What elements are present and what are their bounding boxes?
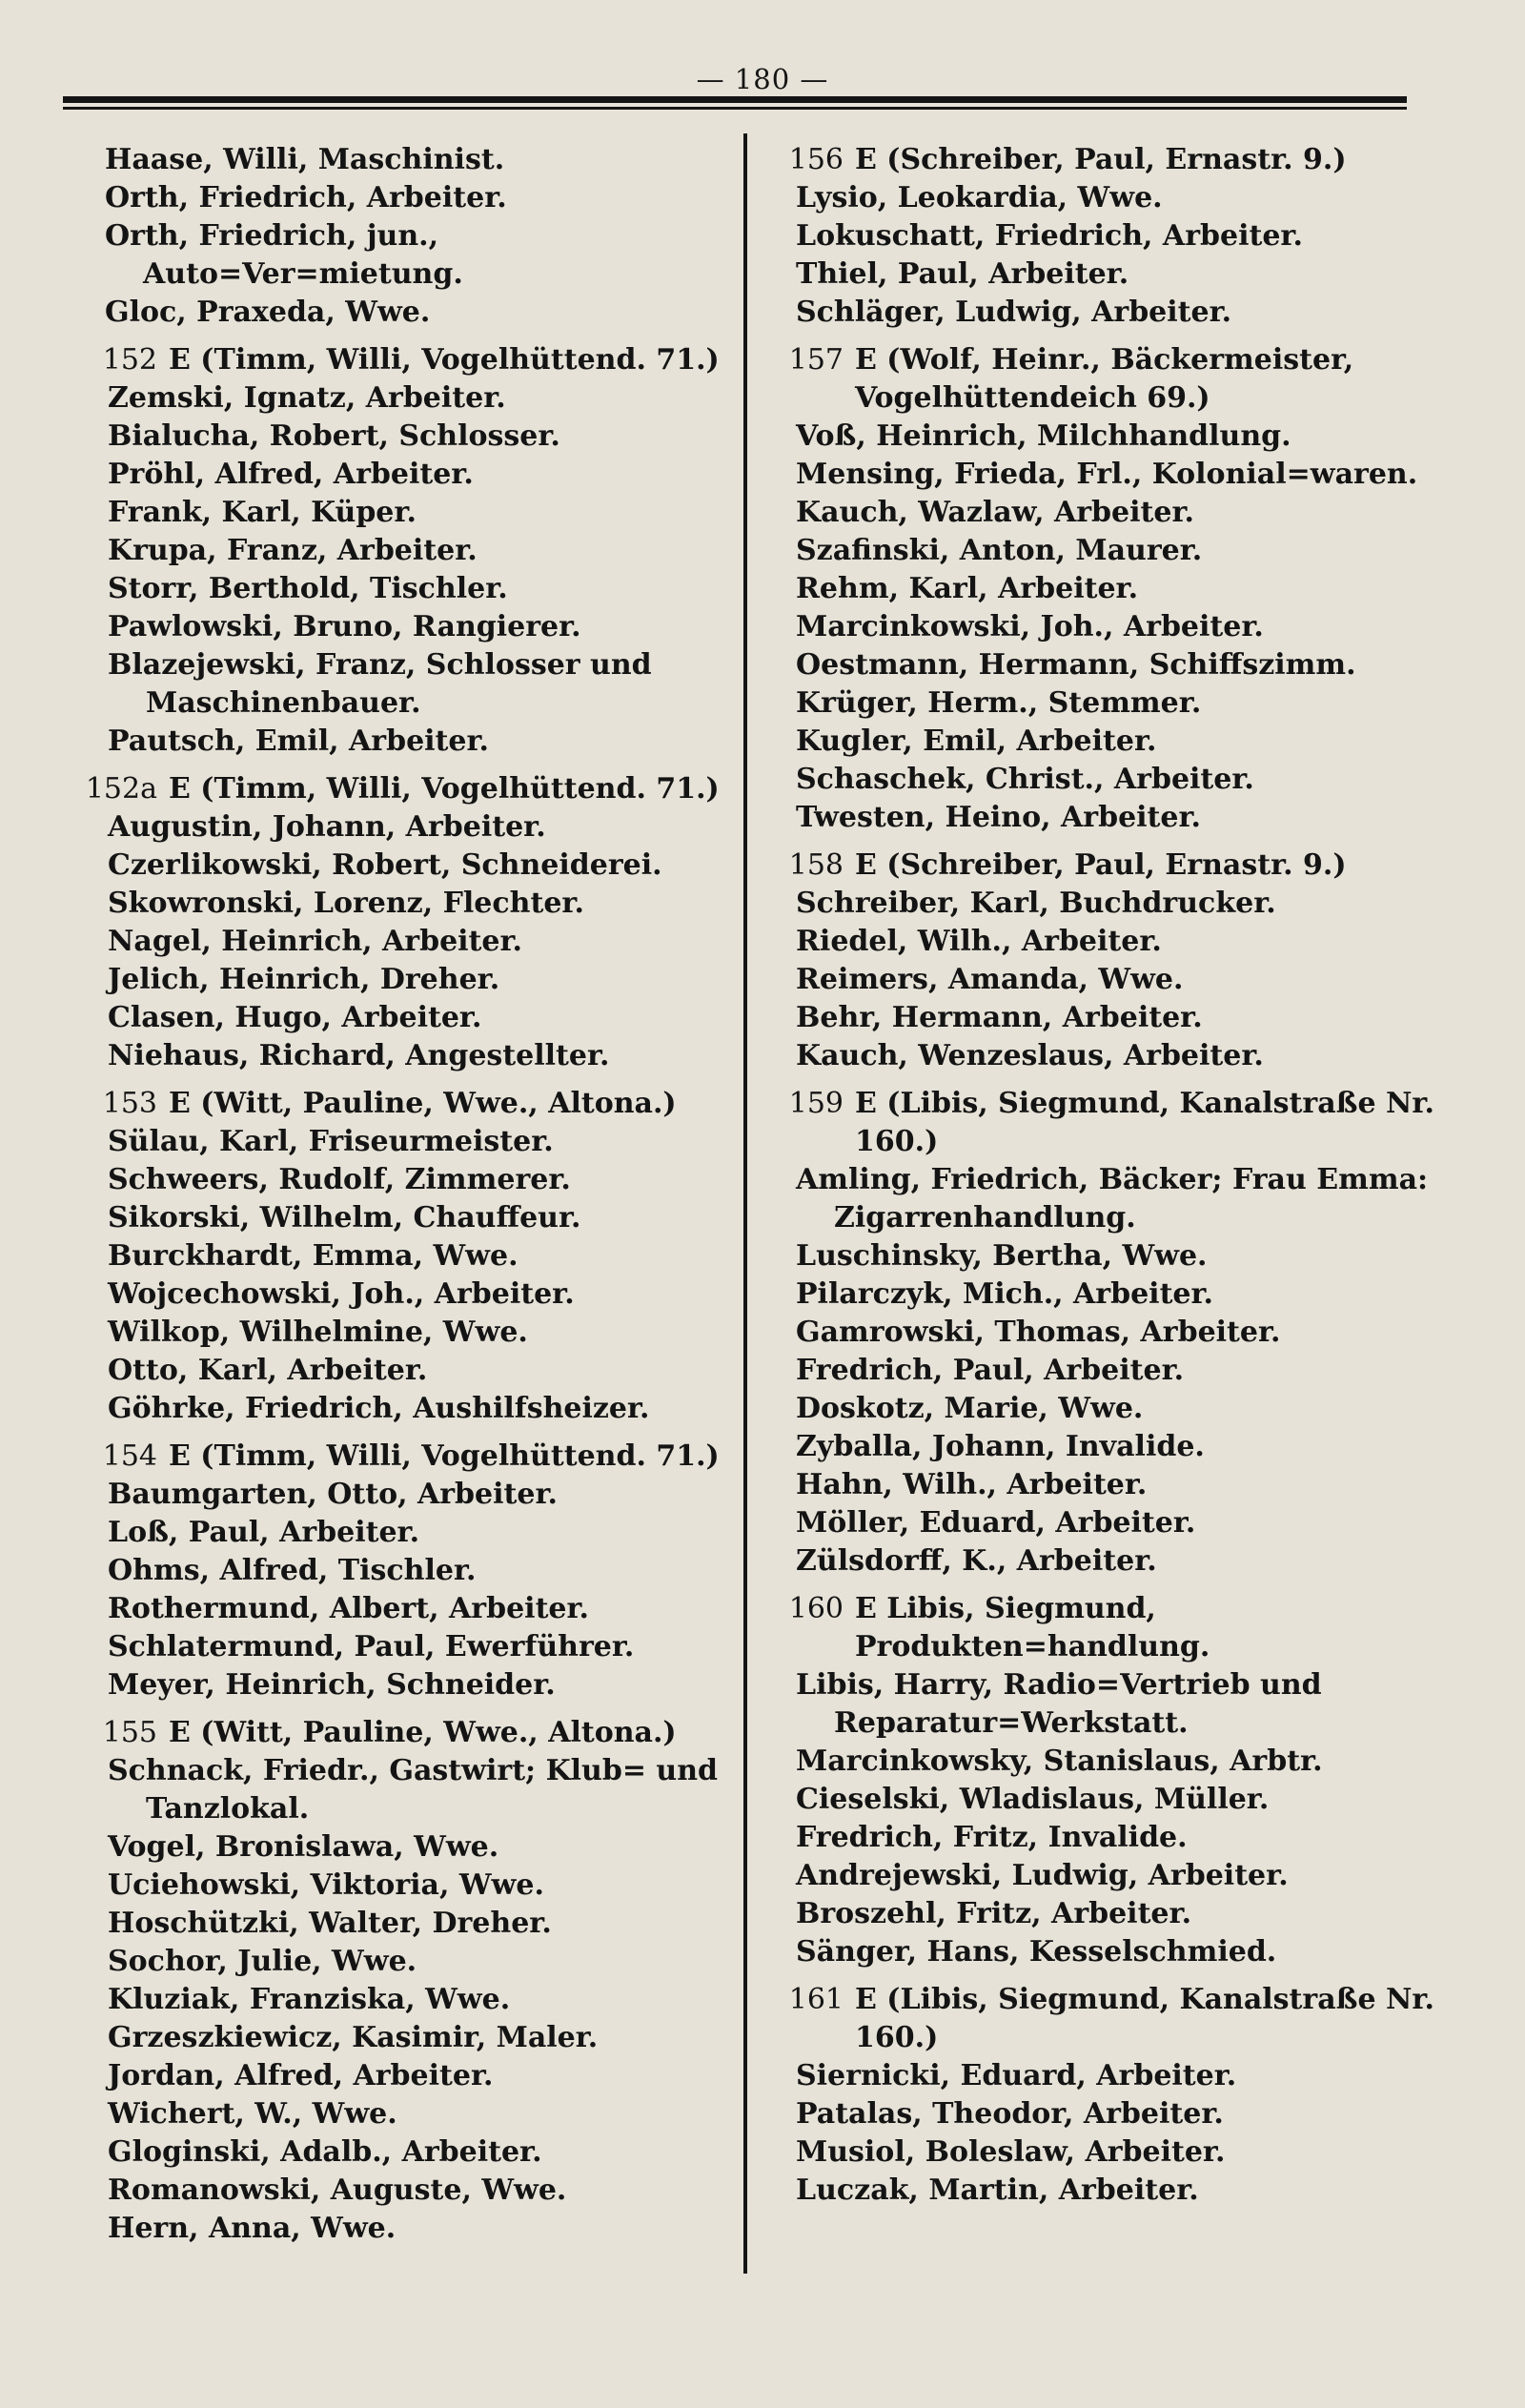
resident-entry: Ohms, Alfred, Tischler. (108, 1554, 477, 1587)
resident-entry: Jordan, Alfred, Arbeiter. (108, 2059, 494, 2092)
house-number: 159 (788, 1087, 844, 1120)
resident-entry: Marcinkowski, Joh., Arbeiter. (796, 610, 1264, 643)
page-number: — 180 — (696, 63, 829, 95)
house-number: 161 (788, 1983, 844, 2016)
resident-entry: Kauch, Wazlaw, Arbeiter. (796, 496, 1194, 529)
resident-entry: Frank, Karl, Küper. (108, 496, 417, 529)
resident-entry: Gloc, Praxeda, Wwe. (105, 296, 431, 329)
house-header (67, 770, 734, 808)
resident-entry: Uciehowski, Viktoria, Wwe. (108, 1868, 544, 1902)
column-divider (743, 133, 747, 2274)
resident-entry: Hoschützki, Walter, Dreher. (108, 1907, 552, 1940)
house-number: 157 (788, 343, 844, 377)
house-entry (67, 1438, 734, 1704)
left-column (67, 141, 734, 2257)
house-entry (67, 1714, 734, 2248)
resident-entry: Sülau, Karl, Friseurmeister. (108, 1125, 554, 1158)
house-owner: E (Witt, Pauline, Wwe., Altona.) (169, 1087, 677, 1120)
resident-entry: Nagel, Heinrich, Arbeiter. (108, 925, 522, 958)
house-header (67, 1714, 734, 1752)
resident-entry: Vogel, Bronislawa, Wwe. (108, 1830, 499, 1864)
house-header (67, 1085, 734, 1123)
resident-entry: Marcinkowsky, Stanislaus, Arbtr. (796, 1745, 1323, 1778)
resident-entry: Krüger, Herm., Stemmer. (796, 686, 1202, 720)
house-header (758, 141, 1482, 179)
resident-entry: Twesten, Heino, Arbeiter. (796, 801, 1201, 834)
house-header (758, 341, 1482, 418)
resident-entry: Zyballa, Johann, Invalide. (796, 1430, 1205, 1463)
resident-entry: Otto, Karl, Arbeiter. (108, 1354, 428, 1387)
house-number: 160 (788, 1592, 844, 1625)
resident-entry: Clasen, Hugo, Arbeiter. (108, 1001, 482, 1034)
house-owner: E (Schreiber, Paul, Ernastr. 9.) (855, 848, 1347, 882)
resident-entry: Zemski, Ignatz, Arbeiter. (108, 381, 506, 415)
resident-entry: Siernicki, Eduard, Arbeiter. (796, 2059, 1237, 2092)
resident-entry: Fredrich, Paul, Arbeiter. (796, 1354, 1185, 1387)
resident-entry: Rothermund, Albert, Arbeiter. (108, 1592, 590, 1625)
resident-entry: Riedel, Wilh., Arbeiter. (796, 925, 1162, 958)
house-entry (758, 1590, 1482, 1971)
house-owner: E (Libis, Siegmund, Kanalstraße Nr. 160.) (855, 1087, 1434, 1158)
resident-entry: Kluziak, Franziska, Wwe. (108, 1983, 511, 2016)
house-number: 155 (102, 1716, 157, 1749)
resident-entry: Hahn, Wilh., Arbeiter. (796, 1468, 1148, 1501)
resident-entry: Schläger, Ludwig, Arbeiter. (796, 296, 1232, 329)
resident-entry: Fredrich, Fritz, Invalide. (796, 1821, 1188, 1854)
house-owner: E (Schreiber, Paul, Ernastr. 9.) (855, 143, 1347, 176)
resident-entry: Haase, Willi, Maschinist. (105, 143, 505, 176)
resident-entry: Zülsdorff, K., Arbeiter. (796, 1544, 1157, 1578)
resident-entry: Oestmann, Hermann, Schiffszimm. (796, 648, 1356, 682)
resident-entry: Sochor, Julie, Wwe. (108, 1945, 417, 1978)
resident-entry: Cieselski, Wladislaus, Müller. (796, 1783, 1270, 1816)
resident-entry: Broszehl, Fritz, Arbeiter. (796, 1897, 1192, 1930)
house-owner: E (Timm, Willi, Vogelhüttend. 71.) (169, 1439, 720, 1473)
resident-entry: Pilarczyk, Mich., Arbeiter. (796, 1277, 1214, 1311)
resident-entry: Baumgarten, Otto, Arbeiter. (108, 1478, 558, 1511)
right-column (758, 141, 1482, 2219)
resident-entry: Burckhardt, Emma, Wwe. (108, 1239, 518, 1273)
house-entry (67, 341, 734, 761)
house-number: 158 (788, 848, 844, 882)
resident-entry: Schweers, Rudolf, Zimmerer. (108, 1163, 571, 1196)
resident-entry: Andrejewski, Ludwig, Arbeiter. (796, 1859, 1289, 1892)
resident-entry: Storr, Berthold, Tischler. (108, 572, 508, 605)
resident-entry: Kauch, Wenzeslaus, Arbeiter. (796, 1039, 1264, 1072)
resident-entry: Kugler, Emil, Arbeiter. (796, 724, 1157, 758)
house-owner: E (Witt, Pauline, Wwe., Altona.) (169, 1716, 677, 1749)
header-rule-thin (63, 107, 1407, 110)
resident-entry: Orth, Friedrich, Arbeiter. (105, 181, 507, 214)
house-number: 153 (102, 1087, 157, 1120)
resident-entry: Musiol, Boleslaw, Arbeiter. (796, 2135, 1226, 2169)
house-header (67, 341, 734, 379)
resident-entry: Göhrke, Friedrich, Aushilfsheizer. (108, 1392, 650, 1425)
resident-entry: Lysio, Leokardia, Wwe. (796, 181, 1163, 214)
resident-entry: Schaschek, Christ., Arbeiter. (796, 763, 1254, 796)
resident-entry: Hern, Anna, Wwe. (108, 2212, 396, 2245)
resident-entry: Szafinski, Anton, Maurer. (796, 534, 1203, 567)
house-entry (758, 341, 1482, 837)
house-owner: E (Libis, Siegmund, Kanalstraße Nr. 160.) (855, 1983, 1434, 2054)
resident-entry: Voß, Heinrich, Milchhandlung. (796, 419, 1291, 453)
house-entry (67, 141, 734, 332)
house-header (758, 847, 1482, 885)
resident-entry: Romanowski, Auguste, Wwe. (108, 2173, 567, 2207)
resident-entry: Patalas, Theodor, Arbeiter. (796, 2097, 1224, 2131)
house-owner: E (Timm, Willi, Vogelhüttend. 71.) (169, 772, 720, 806)
resident-entry: Czerlikowski, Robert, Schneiderei. (108, 848, 662, 882)
resident-entry: Thiel, Paul, Arbeiter. (796, 257, 1129, 291)
resident-entry: Gloginski, Adalb., Arbeiter. (108, 2135, 542, 2169)
resident-entry: Skowronski, Lorenz, Flechter. (108, 887, 584, 920)
house-entry (758, 847, 1482, 1075)
resident-entry: Schreiber, Karl, Buchdrucker. (796, 887, 1276, 920)
house-number: 154 (102, 1439, 157, 1473)
resident-entry: Orth, Friedrich, jun., Auto=Ver=mietung. (105, 219, 463, 291)
resident-entry: Luczak, Martin, Arbeiter. (796, 2173, 1199, 2207)
house-number: 156 (788, 143, 844, 176)
resident-entry: Krupa, Franz, Arbeiter. (108, 534, 478, 567)
resident-entry: Pröhl, Alfred, Arbeiter. (108, 458, 474, 491)
resident-entry: Möller, Eduard, Arbeiter. (796, 1506, 1196, 1540)
resident-entry: Libis, Harry, Radio=Vertrieb und Reparatur=Werkstatt. (796, 1668, 1322, 1740)
resident-entry: Niehaus, Richard, Angestellter. (108, 1039, 610, 1072)
house-header (758, 1085, 1482, 1161)
house-entry (758, 1085, 1482, 1581)
header-rule-thick (63, 96, 1407, 103)
resident-entry: Wichert, W., Wwe. (108, 2097, 397, 2131)
resident-entry: Loß, Paul, Arbeiter. (108, 1516, 420, 1549)
resident-entry: Rehm, Karl, Arbeiter. (796, 572, 1139, 605)
resident-entry: Behr, Hermann, Arbeiter. (796, 1001, 1203, 1034)
resident-entry: Schlatermund, Paul, Ewerführer. (108, 1630, 635, 1663)
resident-entry: Doskotz, Marie, Wwe. (796, 1392, 1144, 1425)
house-entry (67, 1085, 734, 1428)
house-header (758, 1590, 1482, 1666)
resident-entry: Blazejewski, Franz, Schlosser und Maschinenbauer. (108, 648, 652, 720)
resident-entry: Luschinsky, Bertha, Wwe. (796, 1239, 1208, 1273)
resident-entry: Augustin, Johann, Arbeiter. (108, 810, 546, 844)
resident-entry: Mensing, Frieda, Frl., Kolonial=waren. (796, 458, 1418, 491)
resident-entry: Pautsch, Emil, Arbeiter. (108, 724, 489, 758)
house-entry (67, 770, 734, 1075)
house-entry (758, 1981, 1482, 2210)
resident-entry: Wilkop, Wilhelmine, Wwe. (108, 1316, 528, 1349)
resident-entry: Meyer, Heinrich, Schneider. (108, 1668, 556, 1702)
resident-entry: Sikorski, Wilhelm, Chauffeur. (108, 1201, 581, 1235)
house-header (758, 1981, 1482, 2057)
resident-entry: Reimers, Amanda, Wwe. (796, 963, 1184, 996)
resident-entry: Pawlowski, Bruno, Rangierer. (108, 610, 581, 643)
house-number: 152a (85, 772, 157, 806)
resident-entry: Grzeszkiewicz, Kasimir, Maler. (108, 2021, 599, 2054)
resident-entry: Amling, Friedrich, Bäcker; Frau Emma: Zigarrenhandlung. (796, 1163, 1429, 1235)
resident-entry: Sänger, Hans, Kesselschmied. (796, 1935, 1277, 1969)
house-entry (758, 141, 1482, 332)
resident-entry: Gamrowski, Thomas, Arbeiter. (796, 1316, 1281, 1349)
resident-entry: Lokuschatt, Friedrich, Arbeiter. (796, 219, 1303, 253)
resident-entry: Jelich, Heinrich, Dreher. (108, 963, 500, 996)
house-header (67, 1438, 734, 1476)
house-owner: E Libis, Siegmund, Produkten=handlung. (855, 1592, 1210, 1663)
house-number: 152 (102, 343, 157, 377)
resident-entry: Wojcechowski, Joh., Arbeiter. (108, 1277, 575, 1311)
house-owner: E (Timm, Willi, Vogelhüttend. 71.) (169, 343, 720, 377)
resident-entry: Schnack, Friedr., Gastwirt; Klub= und Tanzlokal. (108, 1754, 719, 1826)
resident-entry: Bialucha, Robert, Schlosser. (108, 419, 560, 453)
house-owner: E (Wolf, Heinr., Bäckermeister, Vogelhüttendeich 69.) (855, 343, 1354, 415)
